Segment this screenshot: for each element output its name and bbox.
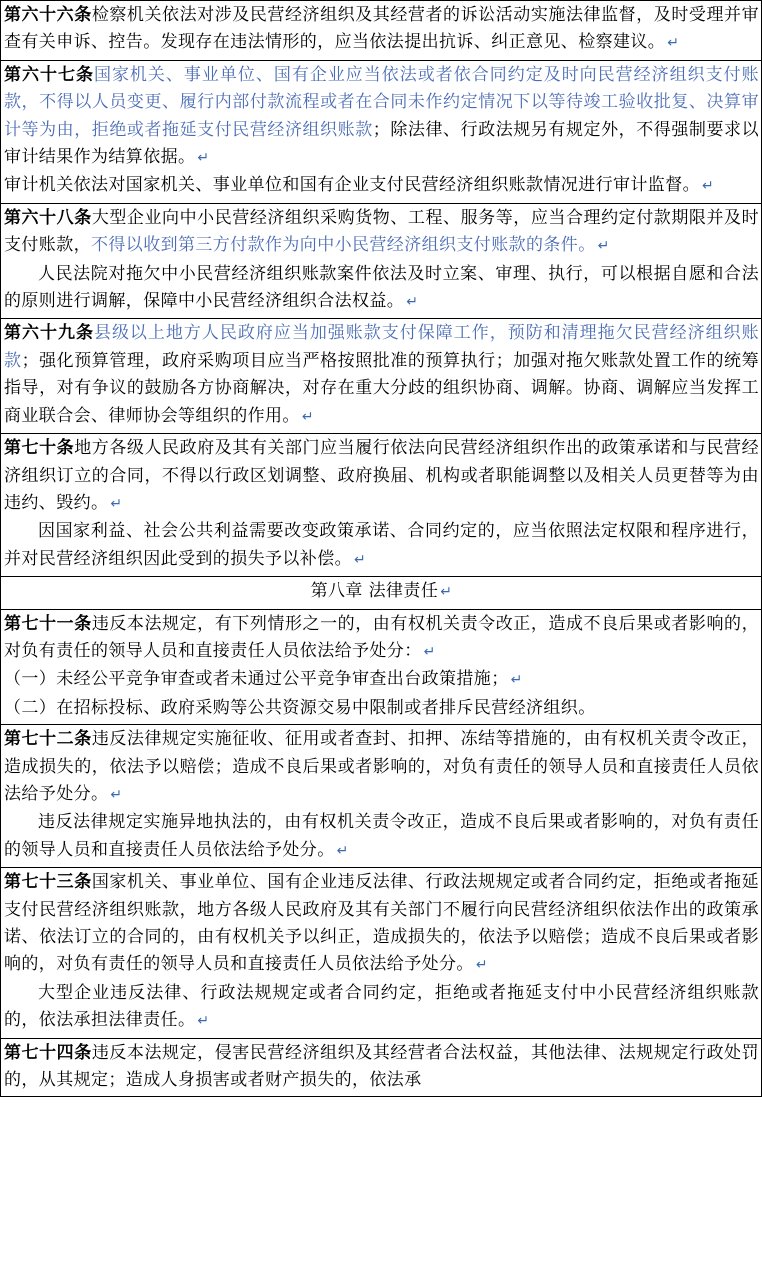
article-74-cell <box>1 1038 761 1098</box>
article-70-label: 第七十条 <box>4 438 75 459</box>
article-73-text: 国家机关、事业单位、国有企业违反法律、行政法规规定或者合同约定，拒绝或者拖延支付民营经济组织账款，地方各级人民政府及其有关部门不履行向民营经济组织依法作出的政策承诺、依法订立的合同的，由有权机关予以纠正，造成损失的，依法予以赔偿；造成不良后果或者影响的，对负有责任的领导人员和直接责任人员依法给予处分。 <box>4 872 759 975</box>
article-69-text: ；强化预算管理，政府采购项目应当严格按照批准的预算执行；加强对拖欠账款处置工作的统筹指导，对有争议的鼓励各方协商解决，对存在重大分歧的组织协商、调解。协商、调解应当发挥工商业联合会、律师协会等组织的作用。 <box>4 350 759 426</box>
article-72-cell <box>1 724 761 867</box>
article-71-item-2 <box>4 695 759 722</box>
article-67-paragraph-1 <box>4 62 759 173</box>
chapter-heading: 第八章 法律责任 <box>310 581 439 602</box>
article-68-highlighted-text: 不得以收到第三方付款作为向中小民营经济组织支付账款的条件。 <box>91 235 596 256</box>
article-67-text-2: 审计机关依法对国家机关、事业单位和国有企业支付民营经济组织账款情况进行审计监督。 <box>4 175 700 196</box>
article-67-highlighted-text: 国家机关、事业单位、国有企业应当依法或者依合同约定及时向民营经济组织支付账款，不得以人员变更、履行内部付款流程或者在合同未作约定情况下以等待竣工验收批复、决算审计等为由，拒绝或者拖延支付民营经济组织账款 <box>4 64 759 140</box>
article-67-paragraph-2 <box>4 172 759 200</box>
article-69-highlighted-text: 县级以上地方人民政府应当加强账款支付保障工作，预防和清理拖欠民营经济组织账款 <box>4 323 759 371</box>
paragraph-mark-icon: ↵ <box>197 150 210 167</box>
article-70-text-2: 因国家利益、社会公共利益需要改变政策承诺、合同约定的，应当依照法定权限和程序进行，并对民营经济组织因此受到的损失予以补偿。 <box>4 521 759 569</box>
article-73-text-2: 大型企业违反法律、行政法规规定或者合同约定，拒绝或者拖延支付中小民营经济组织账款的，依法承担法律责任。 <box>4 982 759 1031</box>
article-69-paragraph <box>4 320 759 431</box>
paragraph-mark-icon: ↵ <box>197 1013 210 1030</box>
paragraph-mark-icon: ↵ <box>110 495 123 512</box>
article-71-cell <box>1 609 761 725</box>
article-69-label: 第六十九条 <box>4 323 94 344</box>
article-72-text: 违反法律规定实施征收、征用或者查封、扣押、冻结等措施的，由有权机关责令改正，造成损失的，依法予以赔偿；造成不良后果或者影响的，对负有责任的领导人员和直接责任人员依法给予处分。 <box>4 729 759 804</box>
paragraph-mark-icon: ↵ <box>354 551 367 568</box>
paragraph-mark-icon: ↵ <box>406 294 419 311</box>
article-71-item-2-text: （二）在招标投标、政府采购等公共资源交易中限制或者排斥民营经济组织。 <box>4 697 596 718</box>
paragraph-mark-icon: ↵ <box>510 672 523 689</box>
paragraph-mark-icon: ↵ <box>475 957 488 974</box>
paragraph-mark-icon: ↵ <box>440 584 453 601</box>
paragraph-mark-icon: ↵ <box>423 643 436 660</box>
article-67-cell <box>1 60 761 203</box>
article-68-cell <box>1 203 761 319</box>
article-70-paragraph-2 <box>4 518 759 574</box>
article-68-paragraph-1 <box>4 205 759 261</box>
article-73-label: 第七十三条 <box>4 872 92 893</box>
article-71-label: 第七十一条 <box>4 613 92 634</box>
article-70-cell <box>1 433 761 576</box>
article-70-paragraph-1 <box>4 435 759 518</box>
article-72-text-2: 违反法律规定实施异地执法的，由有权机关责令改正，造成不良后果或者影响的，对负有责任的领导人员和直接责任人员依法给予处分。 <box>4 812 759 860</box>
article-66-paragraph <box>4 2 759 58</box>
paragraph-mark-icon: ↵ <box>301 408 314 425</box>
article-71-text: 违反本法规定，有下列情形之一的，由有权机关责令改正，造成不良后果或者影响的，对负有责任的领导人员和直接责任人员依法给予处分： <box>4 613 759 661</box>
article-74-label: 第七十四条 <box>4 1042 92 1063</box>
paragraph-mark-icon: ↵ <box>702 178 715 195</box>
article-66-cell <box>1 0 761 60</box>
article-73-cell <box>1 867 761 1037</box>
article-68-text: 大型企业向中小民营经济组织采购货物、工程、服务等，应当合理约定付款期限并及时支付账款， <box>4 207 759 256</box>
article-66-label: 第六十六条 <box>4 5 92 25</box>
chapter-heading-cell <box>1 576 761 608</box>
article-73-paragraph-1 <box>4 869 759 980</box>
article-72-paragraph-2 <box>4 809 759 865</box>
article-69-cell <box>1 318 761 433</box>
paragraph-mark-icon: ↵ <box>667 35 680 52</box>
article-68-label: 第六十八条 <box>4 207 92 228</box>
article-71-paragraph <box>4 611 759 667</box>
article-73-paragraph-2 <box>4 980 759 1036</box>
article-68-paragraph-2 <box>4 261 759 317</box>
article-67-text: ；除法律、行政法规另有规定外，不得强制要求以审计结果作为结算依据。 <box>4 119 759 168</box>
article-74-text: 违反本法规定，侵害民营经济组织及其经营者合法权益，其他法律、法规规定行政处罚的，从其规定；造成人身损害或者财产损失的，依法承 <box>4 1042 759 1091</box>
article-70-text: 地方各级人民政府及其有关部门应当履行依法向民营经济组织作出的政策承诺和与民营经济组织订立的合同，不得以行政区划调整、政府换届、机构或者职能调整以及相关人员更替等为由违约、毁约。 <box>4 438 759 513</box>
article-66-text: 检察机关依法对涉及民营经济组织及其经营者的诉讼活动实施法律监督，及时受理并审查有关申诉、控告。发现存在违法情形的，应当依法提出抗诉、纠正意见、检察建议。 <box>4 5 759 53</box>
article-71-item-1-text: （一）未经公平竞争审查或者未通过公平竞争审查出台政策措施； <box>4 669 509 690</box>
paragraph-mark-icon: ↵ <box>336 842 349 859</box>
article-72-paragraph-1 <box>4 726 759 809</box>
paragraph-mark-icon: ↵ <box>597 238 610 255</box>
article-72-label: 第七十二条 <box>4 729 92 750</box>
paragraph-mark-icon: ↵ <box>110 786 123 803</box>
article-71-item-1 <box>4 666 759 694</box>
article-67-label: 第六十七条 <box>4 64 94 85</box>
article-74-paragraph <box>4 1040 759 1095</box>
article-68-text-2: 人民法院对拖欠中小民营经济组织账款案件依法及时立案、审理、执行，可以根据自愿和合法的原则进行调解，保障中小民营经济组织合法权益。 <box>4 263 759 312</box>
